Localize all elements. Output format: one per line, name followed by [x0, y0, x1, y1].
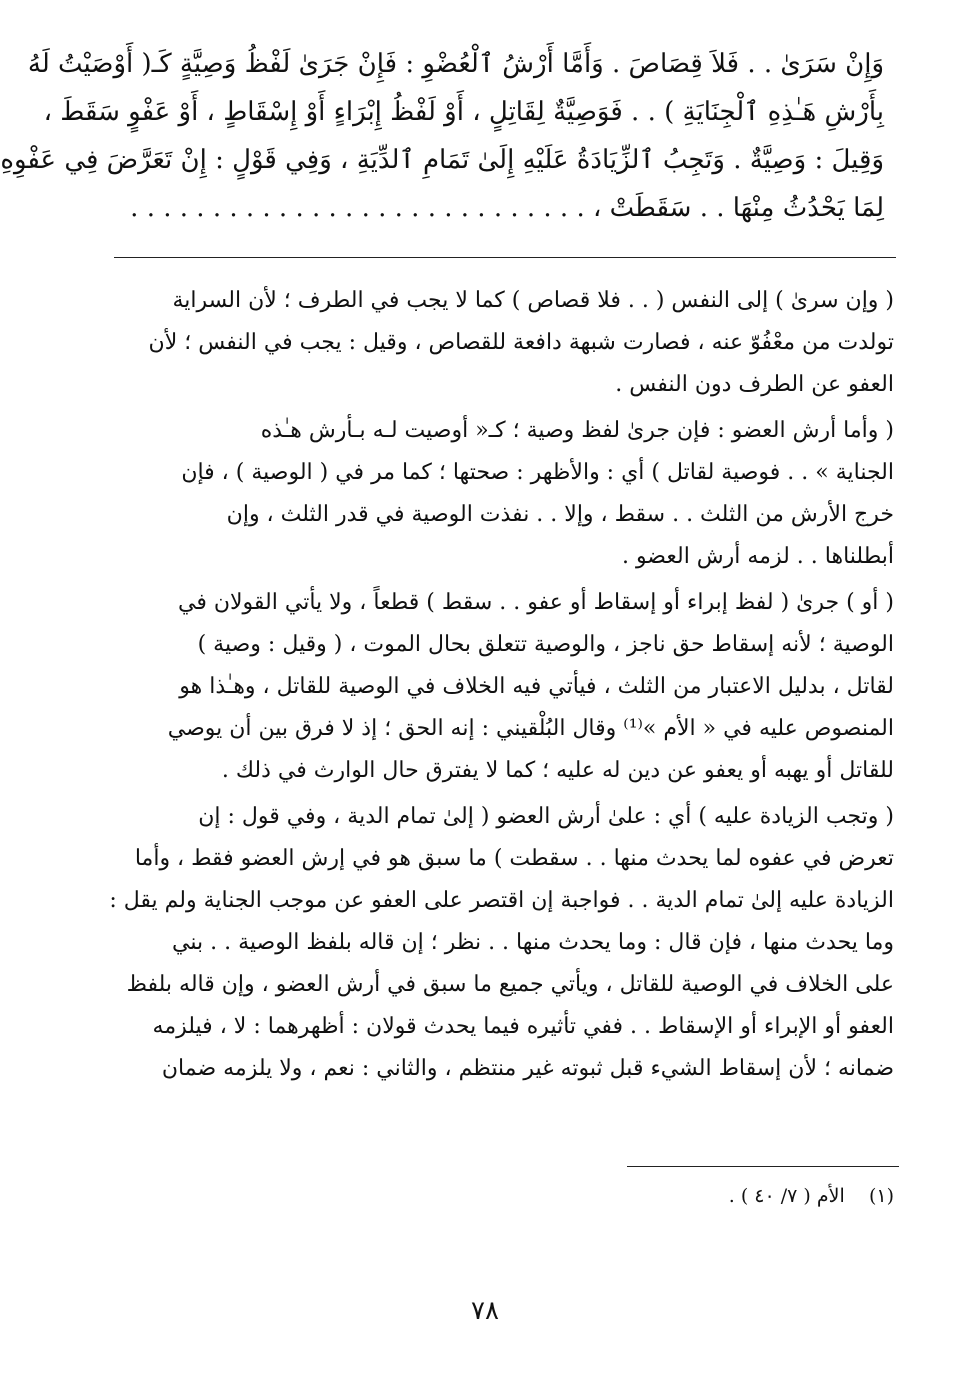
commentary-line: العفو أو الإبراء أو الإسقاط . . ففي تأثيره فيما يحدث قولان : أظهرهما : لا ، فيلزمه — [152, 1014, 894, 1039]
main-text-block — [0, 40, 884, 232]
commentary-line: الوصية ؛ لأنه إسقاط حق ناجز ، والوصية تتعلق بحال الموت ، ( وقيل : وصية ) — [197, 632, 894, 657]
commentary-line: المنصوص عليه في « الأم »⁽¹⁾ وقال البُلْقيني : إنه الحق ؛ إذ لا فرق بين أن يوصي — [167, 716, 894, 741]
commentary-line: تعرض في عفوه لما يحدث منها . . سقطت ) ما سبق هو في إرش العضو فقط ، وأما — [134, 846, 894, 871]
commentary-line: ضمانه ؛ لأن إسقاط الشيء قبل ثبوته غير منتظم ، والثاني : نعم ، ولا يلزمه ضمان — [161, 1056, 894, 1081]
commentary-paragraph — [112, 280, 894, 406]
commentary-paragraph — [112, 582, 894, 792]
commentary-line: ( وإن سرىٰ ) إلى النفس ( . . فلا قصاص ) كما لا يجب في الطرف ؛ لأن السراية — [172, 288, 894, 313]
commentary-block — [109, 280, 894, 1094]
commentary-line: تولدت من معْفُوّ عنه ، فصارت شبهة دافعة للقصاص ، وقيل : يجب في النفس ؛ لأن — [148, 330, 894, 355]
commentary-line: على الخلاف في الوصية للقاتل ، ويأتي جميع ما سبق في أرش العضو ، وإن قاله بلفظ — [126, 972, 894, 997]
main-text-line: وَإِنْ سَرَىٰ . . فَلاَ قِصَاصَ . وَأَمَّا أَرْشُ ٱلْعُضْوِ : فَإِنْ جَرَىٰ لَفْظُ وَصِيَّةٍ كَـ( أَوْصَيْتُ لَهُ — [27, 49, 884, 79]
commentary-line: الجناية » . . فوصية لقاتل ) أي : والأظهر : صحتها ؛ كما مر في ( الوصية ) ، فإن — [181, 460, 894, 485]
footnote — [294, 1180, 894, 1212]
commentary-line: ( وأما أرش العضو : فإن جرىٰ لفظ وصية ؛ كـ« أوصيت لـه بـأرش هـٰذه — [260, 418, 894, 443]
main-text-line: وَقِيلَ : وَصِيَّةٌ . وَتَجِبُ ٱلزِّيَادَةُ عَلَيْهِ إِلَىٰ تَمَامِ ٱلدِّيَةِ ، وَفِي قَوْلٍ : إِنْ تَعَرَّضَ فِي عَفْوِهِ — [0, 145, 884, 175]
commentary-line: أبطلناها . . لزمه أرش العضو . — [621, 544, 894, 569]
page-number: ٧٨ — [471, 1296, 499, 1326]
commentary-line: العفو عن الطرف دون النفس . — [615, 372, 894, 397]
commentary-paragraph — [109, 796, 894, 1090]
main-text-line: بِأَرْشِ هَـٰذِهِ ٱلْجِنَايَةِ ) . . فَوَصِيَّةٌ لِقَاتِلٍ ، أَوْ لَفْظُ إِبْرَاءٍ أَوْ إِسْقَاطٍ ، أَوْ عَفْوٍ سَقَطَ ، — [43, 97, 884, 127]
commentary-line: خرج الأرش من الثلث . . سقط ، وإلا . . نفذت الوصية في قدر الثلث ، وإن — [226, 502, 894, 527]
commentary-line: ( أو ) جرىٰ ( لفظ إبراء أو إسقاط أو عفو . . سقط ) قطعاً ، ولا يأتي القولان في — [178, 590, 894, 615]
commentary-line: ( وتجب الزيادة عليه ) أي : علىٰ أرش العضو ( إلىٰ تمام الدية ، وفي قول : إن — [198, 804, 894, 829]
commentary-line: الزيادة عليه إلىٰ تمام الدية . . فواجبة إن اقتصر على العفو عن موجب الجناية ولم يقل : — [109, 888, 894, 913]
footnote-text: الأم ( ٧/ ٤٠ ) . — [728, 1185, 845, 1207]
main-text-line: لِمَا يَحْدُثُ مِنْهَا . . سَقَطَتْ ، . . . . . . . . . . . . . . . . . . . . . . . . . . . . — [130, 193, 884, 223]
footnote-rule — [627, 1166, 899, 1167]
commentary-line: للقاتل أو يهبه أو يعفو عن دين له عليه ؛ كما لا يفترق حال الوارث في ذلك . — [221, 758, 894, 783]
separator-rule — [114, 257, 896, 258]
commentary-line: وما يحدث منها ، فإن قال : وما يحدث منها . . نظر ؛ إن قاله بلفظ الوصية . . بني — [172, 930, 894, 955]
footnote-marker: (١) — [868, 1185, 894, 1207]
commentary-line: لقاتل ، بدليل الاعتبار من الثلث ، فيأتي فيه الخلاف في الوصية للقاتل ، وهـٰذا هو — [179, 674, 894, 699]
commentary-paragraph — [112, 410, 894, 578]
